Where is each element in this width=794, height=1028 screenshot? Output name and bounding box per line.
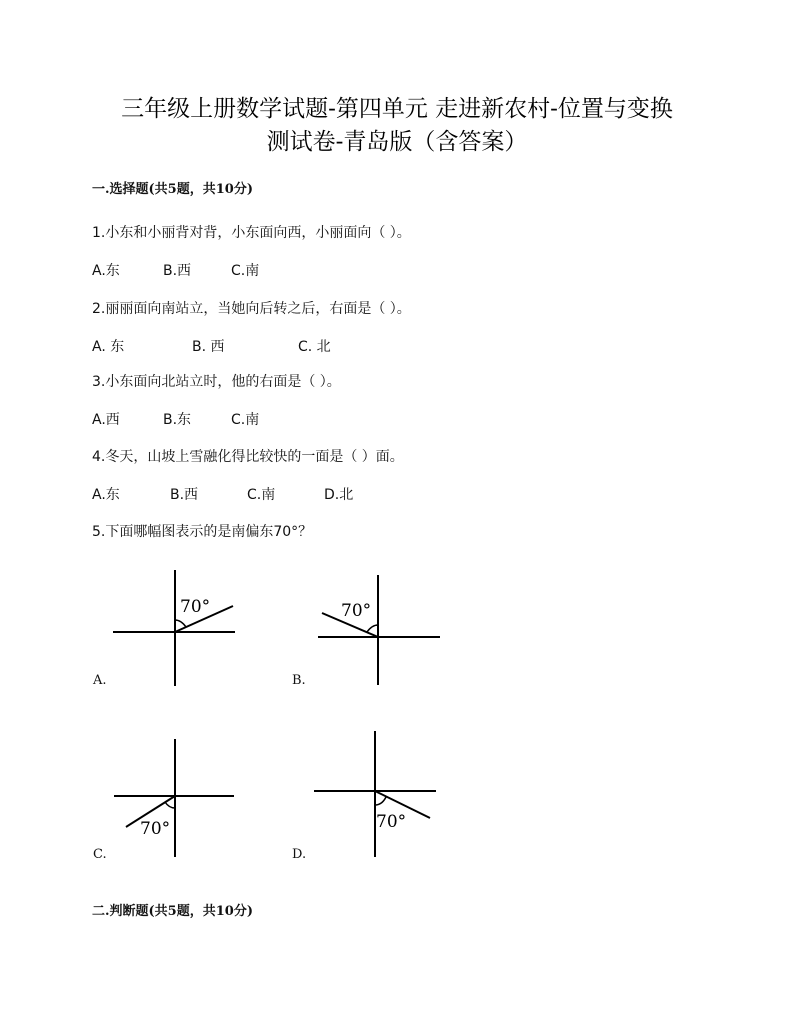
- question-4-option-c: C.南: [247, 487, 276, 503]
- figure-d-angle-arc: [375, 797, 386, 805]
- figure-b: [310, 572, 442, 688]
- document-title-line2: 测试卷-青岛版（含答案）: [266, 129, 528, 155]
- figure-d-angle-text: 70°: [376, 812, 407, 832]
- question-4-text: 4.冬天，山坡上雪融化得比较快的一面是（ ）面。: [92, 449, 404, 465]
- figure-a-label: A.: [93, 673, 107, 688]
- section-heading-choice: 一.选择题(共5题，共10分): [92, 182, 253, 197]
- question-3-text: 3.小东面向北站立时，他的右面是（ ）。: [92, 374, 341, 390]
- figure-c-label: C.: [93, 847, 107, 862]
- figure-c-angle-arc: [165, 802, 175, 808]
- question-5-text: 5.下面哪幅图表示的是南偏东70°？: [92, 524, 313, 540]
- document-title-line1: 三年级上册数学试题-第四单元 走进新农村-位置与变换: [121, 96, 673, 122]
- question-3-option-c: C.南: [231, 412, 260, 428]
- figure-c-angle-text: 70°: [140, 819, 171, 839]
- figure-a-angle-arc: [175, 620, 186, 627]
- question-3-option-a: A.西: [92, 412, 120, 428]
- question-2-option-c: C. 北: [298, 339, 331, 355]
- figure-c: [110, 737, 240, 859]
- question-4-option-b: B.西: [170, 487, 199, 503]
- question-2-option-b: B. 西: [192, 339, 225, 355]
- question-1-option-b: B.西: [163, 263, 192, 279]
- figure-d: [312, 729, 438, 859]
- section-heading-judgment: 二.判断题(共5题，共10分): [92, 904, 253, 919]
- question-1-option-c: C.南: [231, 263, 260, 279]
- figure-b-angle-arc: [367, 625, 378, 632]
- figure-d-label: D.: [292, 847, 307, 862]
- question-4-option-d: D.北: [324, 487, 354, 503]
- figure-b-label: B.: [292, 673, 306, 688]
- figure-b-angle-text: 70°: [341, 601, 372, 621]
- question-1-option-a: A.东: [92, 263, 120, 279]
- question-4-option-a: A.东: [92, 487, 120, 503]
- figure-a: [110, 568, 240, 688]
- question-1-text: 1.小东和小丽背对背，小东面向西，小丽面向（ ）。: [92, 225, 411, 241]
- question-3-option-b: B.东: [163, 412, 192, 428]
- question-2-option-a: A. 东: [92, 339, 125, 355]
- question-2-text: 2.丽丽面向南站立，当她向后转之后，右面是（ ）。: [92, 301, 411, 317]
- figure-a-angle-text: 70°: [180, 597, 211, 617]
